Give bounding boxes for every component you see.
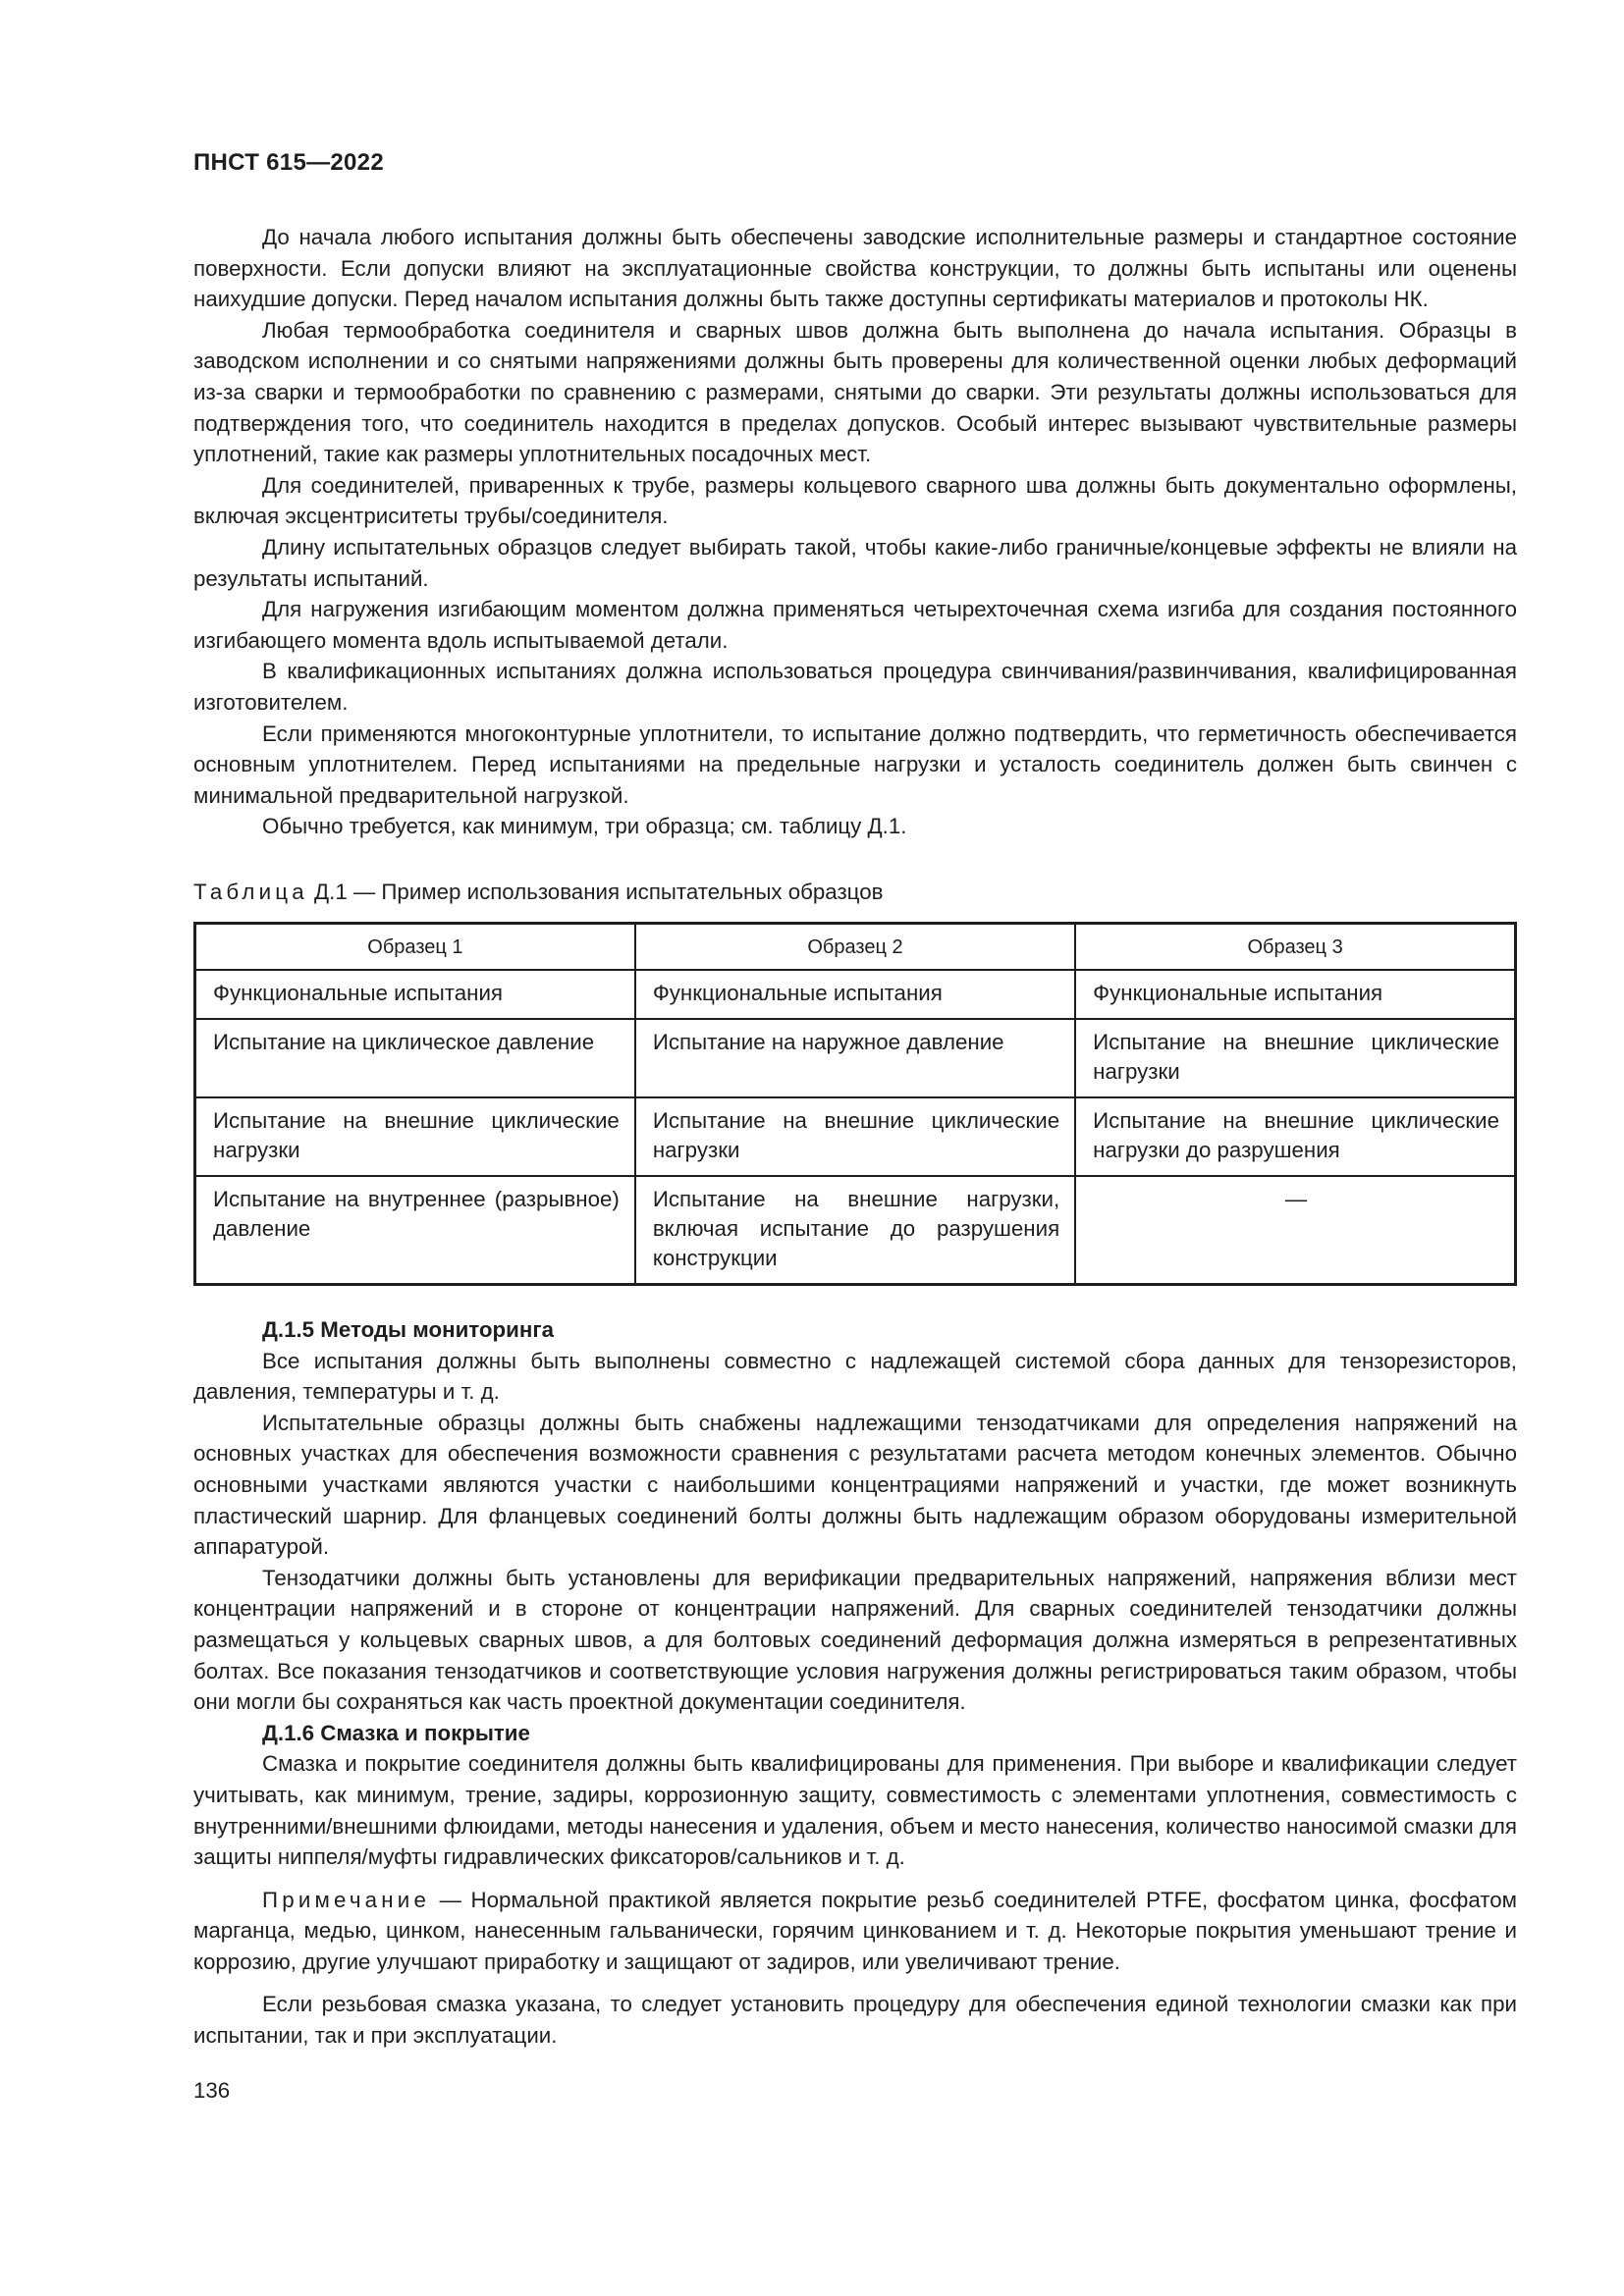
- intro-text-block: [193, 222, 1517, 842]
- table-cell: Испытание на внешние циклические нагрузки до разрушения: [1075, 1097, 1515, 1176]
- column-header: Образец 1: [195, 924, 635, 971]
- table-cell: Испытание на наружное давление: [635, 1019, 1075, 1097]
- table-row: [195, 1176, 1516, 1285]
- paragraph: Любая термообработка соединителя и сварных швов должна быть выполнена до начала испытания. Образцы в заводском исполнении и со снятыми напряжениями должны быть проверены для количественной оценки любых деформаций из-за сварки и термообработки по сравнению с размерами, снятыми до сварки. Эти результаты должны использоваться для подтверждения того, что соединитель находится в пределах допусков. Особый интерес вызывают чувствительные размеры уплотнений, такие как размеры уплотнительных посадочных мест.: [193, 317, 1517, 467]
- column-header: Образец 2: [635, 924, 1075, 971]
- table-caption: [193, 877, 883, 908]
- paragraph: Если применяются многоконтурные уплотнители, то испытание должно подтвердить, что герметичность обеспечивается основным уплотнителем. Перед испытаниями на предельные нагрузки и усталость соединитель должен быть свинчен с минимальной предварительной нагрузкой.: [193, 721, 1517, 808]
- paragraph: В квалификационных испытаниях должна использоваться процедура свинчивания/развинчивания, квалифицированная изготовителем.: [193, 659, 1517, 715]
- table-row: [195, 1097, 1516, 1176]
- table-caption-text: Д.1 — Пример использования испытательных образцов: [307, 880, 884, 904]
- paragraph: Смазка и покрытие соединителя должны быть квалифицированы для применения. При выборе и квалификации следует учитывать, как минимум, трение, задиры, коррозионную защиту, совместимость с элементами уплотнения, совместимость с внутренними/внешними флюидами, методы нанесения и удаления, объем и место нанесения, количество наносимой смазки для защиты ниппеля/муфты гидравлических фиксаторов/сальников и т. д.: [193, 1751, 1517, 1870]
- note-paragraph: [193, 1885, 1517, 1978]
- section-heading-monitoring: Д.1.5 Методы мониторинга: [262, 1317, 555, 1342]
- page-number: 136: [193, 2078, 231, 2103]
- paragraph: Испытательные образцы должны быть снабжены надлежащими тензодатчиками для определения напряжений на основных участках для обеспечения возможности сравнения с результатами расчета методом конечных элементов. Обычно основными участками являются участки с наибольшими концентрациями напряжений и участки, где может возникнуть пластический шарнир. Для фланцевых соединений болты должны быть надлежащим образом оборудованы измерительной аппаратурой.: [193, 1410, 1517, 1560]
- note-label: Примечание: [262, 1887, 431, 1912]
- table-row: [195, 970, 1516, 1019]
- monitoring-section: [193, 1314, 1517, 2052]
- table-cell: Испытание на внешние циклические нагрузки: [195, 1097, 635, 1176]
- table-cell: Испытание на циклическое давление: [195, 1019, 635, 1097]
- table-cell: Испытание на внешние нагрузки, включая испытание до разрушения конструкции: [635, 1176, 1075, 1285]
- column-header: Образец 3: [1075, 924, 1515, 971]
- table-cell: Функциональные испытания: [195, 970, 635, 1019]
- paragraph: Для нагружения изгибающим моментом должна применяться четырехточечная схема изгиба для создания постоянного изгибающего момента вдоль испытываемой детали.: [193, 597, 1517, 653]
- table-cell: Испытание на внешние циклические нагрузки: [635, 1097, 1075, 1176]
- document-code-header: ПНСТ 615—2022: [193, 149, 384, 176]
- specimen-table: [193, 922, 1517, 1286]
- note-text: — Нормальной практикой является покрытие резьб соединителей PTFE, фосфатом цинка, фосфатом марганца, медью, цинком, нанесенным гальванически, горячим цинкованием и т. д. Некоторые покрытия уменьшают трение и коррозию, другие улучшают приработку и защищают от задиров, или увеличивают трение.: [193, 1887, 1517, 1974]
- paragraph: Обычно требуется, как минимум, три образца; см. таблицу Д.1.: [262, 814, 907, 839]
- paragraph: Длину испытательных образцов следует выбирать такой, чтобы какие-либо граничные/концевые эффекты не влияли на результаты испытаний.: [193, 534, 1517, 591]
- section-heading-lubrication: Д.1.6 Смазка и покрытие: [262, 1720, 530, 1745]
- paragraph: Все испытания должны быть выполнены совместно с надлежащей системой сбора данных для тензорезисторов, давления, температуры и т. д.: [193, 1348, 1517, 1405]
- paragraph: До начала любого испытания должны быть обеспечены заводские исполнительные размеры и стандартное состояние поверхности. Если допуски влияют на эксплуатационные свойства конструкции, то должны быть испытаны или оценены наихудшие допуски. Перед началом испытания должны быть также доступны сертификаты материалов и протоколы НК.: [193, 225, 1517, 312]
- table-cell: Функциональные испытания: [635, 970, 1075, 1019]
- paragraph: Для соединителей, приваренных к трубе, размеры кольцевого сварного шва должны быть документально оформлены, включая эксцентриситеты трубы/соединителя.: [193, 472, 1517, 529]
- table-cell: Функциональные испытания: [1075, 970, 1515, 1019]
- table-header-row: [195, 924, 1516, 971]
- table-row: [195, 1019, 1516, 1097]
- table-cell-empty-dash: —: [1075, 1176, 1515, 1285]
- table-cell: Испытание на внутреннее (разрывное) давление: [195, 1176, 635, 1285]
- table-cell: Испытание на внешние циклические нагрузки: [1075, 1019, 1515, 1097]
- table-caption-prefix: Таблица: [193, 880, 308, 904]
- paragraph: Если резьбовая смазка указана, то следует установить процедуру для обеспечения единой технологии смазки как при испытании, так и при эксплуатации.: [193, 1992, 1517, 2049]
- paragraph: Тензодатчики должны быть установлены для верификации предварительных напряжений, напряжения вблизи мест концентрации напряжений и в стороне от концентрации напряжений. Для сварных соединителей тензодатчики должны размещаться у кольцевых сварных швов, а для болтовых соединений деформация должна измеряться в репрезентативных болтах. Все показания тензодатчиков и соответствующие условия нагружения должны регистрироваться таким образом, чтобы они могли бы сохраняться как часть проектной документации соединителя.: [193, 1565, 1517, 1715]
